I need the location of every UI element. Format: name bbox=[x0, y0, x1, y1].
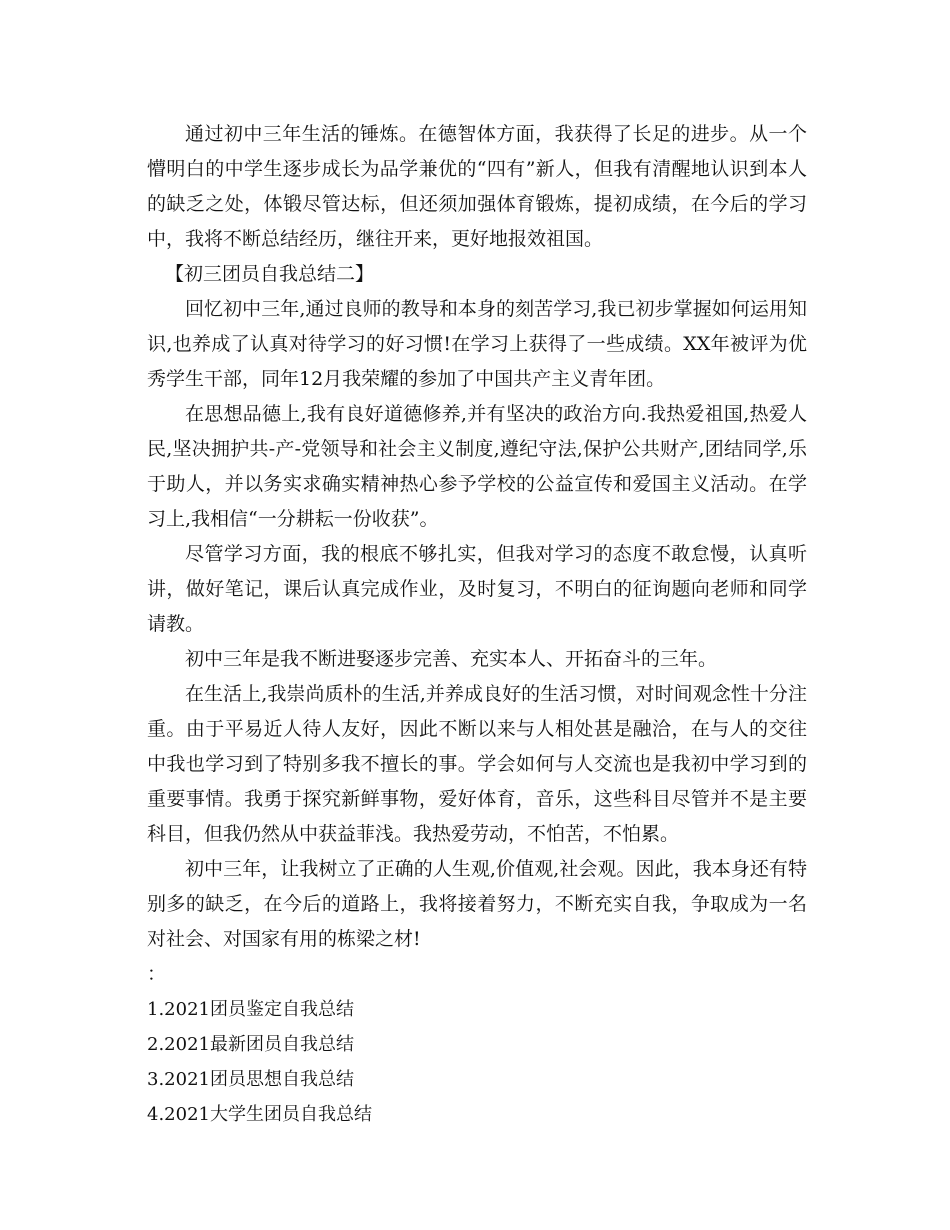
body-paragraph: 初中三年是我不断进娶逐步完善、充实本人、开拓奋斗的三年。 bbox=[185, 648, 718, 670]
colon-mark: ： bbox=[147, 963, 167, 985]
body-paragraph: 在生活上,我崇尚质朴的生活,并养成良好的生活习惯，对时间观念性十分注重。由于平易近人待人友好，因此不断以来与人相处甚是融洽，在与人的交往中我也学习到了特别多我不擅长的事。学会如何与人交流也是我初中学习到的重要事情。我勇于探究新鲜事物，爱好体育，音乐，这些科目尽管并不是主要科目，但我仍然从中获益菲浅。我热爱劳动，不怕苦，不怕累。 bbox=[147, 683, 807, 845]
body-paragraph: 初中三年，让我树立了正确的人生观,价值观,社会观。因此，我本身还有特别多的缺乏，在今后的道路上，我将接着努力，不断充实自我，争取成为一名对社会、对国家有用的栋梁之材! bbox=[147, 858, 807, 950]
section-heading: 【初三团员自我总结二】 bbox=[165, 263, 375, 285]
related-article-link[interactable]: 3.2021团员思想自我总结 bbox=[147, 1069, 354, 1090]
body-paragraph: 尽管学习方面，我的根底不够扎实，但我对学习的态度不敢怠慢，认真听讲，做好笔记，课后认真完成作业，及时复习，不明白的征询题向老师和同学请教。 bbox=[147, 543, 807, 635]
related-article-link[interactable]: 4.2021大学生团员自我总结 bbox=[147, 1104, 372, 1125]
document-body bbox=[147, 117, 807, 1132]
intro-paragraph: 通过初中三年生活的锤炼。在德智体方面，我获得了长足的进步。从一个懵明白的中学生逐步成长为品学兼优的“四有”新人，但我有清醒地认识到本人的缺乏之处，体锻尽管达标，但还须加强体育锻炼，提初成绩，在今后的学习中，我将不断总结经历，继往开来，更好地报效祖国。 bbox=[147, 123, 807, 250]
related-articles-list bbox=[147, 992, 807, 1132]
related-article-link[interactable]: 1.2021团员鉴定自我总结 bbox=[147, 999, 354, 1020]
body-paragraph: 回忆初中三年,通过良师的教导和本身的刻苦学习,我已初步掌握如何运用知识,也养成了认真对待学习的好习惯!在学习上获得了一些成绩。XX年被评为优秀学生干部，同年12月我荣耀的参加了中国共产主义青年团。 bbox=[147, 298, 807, 390]
related-article-link[interactable]: 2.2021最新团员自我总结 bbox=[147, 1034, 354, 1055]
body-paragraph: 在思想品德上,我有良好道德修养,并有坚决的政治方向.我热爱祖国,热爱人民,坚决拥护共-产-党领导和社会主义制度,遵纪守法,保护公共财产,团结同学,乐于助人，并以务实求确实精神热心参予学校的公益宣传和爱国主义活动。在学习上,我相信“一分耕耘一份收获”。 bbox=[147, 403, 807, 530]
